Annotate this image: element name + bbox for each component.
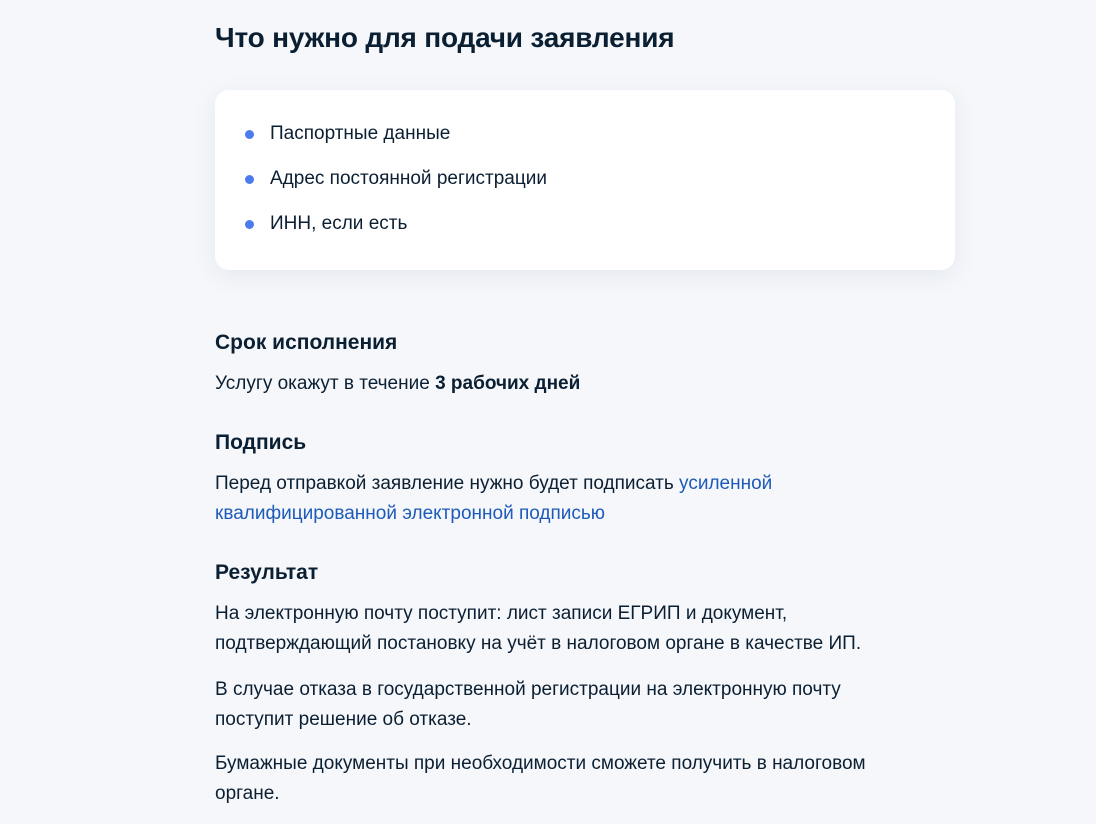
deadline-text — [215, 369, 935, 399]
requirement-label: ИНН, если есть — [270, 213, 408, 234]
requirement-label: Паспортные данные — [270, 123, 451, 144]
result-paragraph-email-line2: подтверждающий постановку на учёт в налоговом органе в качестве ИП. — [215, 633, 862, 654]
signature-link-line1: усиленной — [679, 473, 773, 494]
bullet-icon — [245, 220, 254, 229]
requirement-item-inn — [245, 212, 407, 236]
requirements-card — [215, 90, 955, 270]
result-paragraph-paper-line2: органе. — [215, 783, 280, 804]
signature-title: Подпись — [215, 431, 307, 454]
result-paragraph-email-line1: На электронную почту поступит: лист записи ЕГРИП и документ, — [215, 603, 788, 624]
bullet-icon — [245, 130, 254, 139]
result-paragraph-paper — [215, 749, 935, 809]
deadline-title: Срок исполнения — [215, 331, 398, 354]
signature-text-prefix: Перед отправкой заявление нужно будет подписать — [215, 473, 680, 494]
result-paragraph-refusal — [215, 675, 935, 735]
result-paragraph-refusal-line2: поступит решение об отказе. — [215, 709, 472, 730]
signature-link-line2: квалифицированной электронной подписью — [215, 503, 606, 524]
deadline-text-prefix: Услугу окажут в течение — [215, 373, 436, 394]
requirement-item-address — [245, 167, 547, 191]
signature-text — [215, 469, 935, 529]
deadline-duration: 3 рабочих дней — [435, 373, 581, 394]
page-title: Что нужно для подачи заявления — [215, 22, 675, 53]
result-paragraph-email — [215, 599, 935, 659]
requirement-label: Адрес постоянной регистрации — [270, 168, 547, 189]
result-paragraph-paper-line1: Бумажные документы при необходимости сможете получить в налоговом — [215, 753, 866, 774]
bullet-icon — [245, 175, 254, 184]
requirement-item-passport — [245, 122, 450, 146]
result-paragraph-refusal-line1: В случае отказа в государственной регистрации на электронную почту — [215, 679, 841, 700]
result-title: Результат — [215, 561, 319, 584]
